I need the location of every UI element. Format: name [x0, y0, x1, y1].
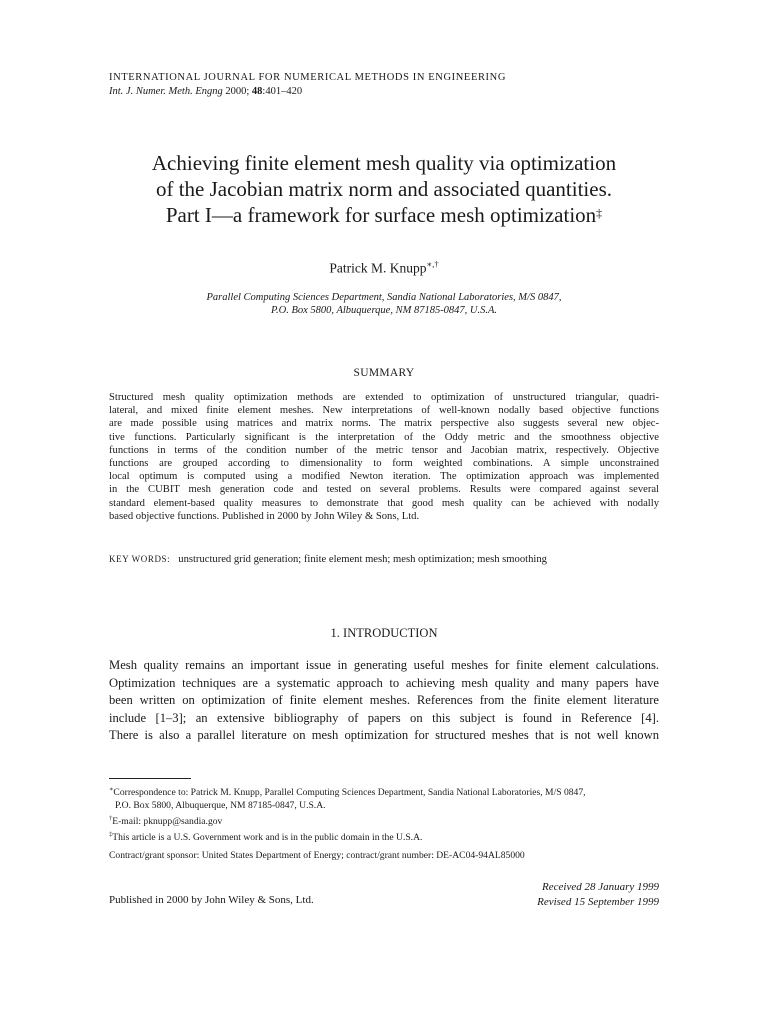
journal-citation — [109, 86, 302, 97]
revised-date: Revised 15 September 1999 — [537, 896, 659, 908]
affiliation-line-1: Parallel Computing Sciences Department, Sandia National Laboratories, M/S 0847, — [206, 292, 562, 303]
received-date: Received 28 January 1999 — [542, 881, 659, 893]
footnote-mark: ∗ — [109, 786, 114, 793]
abstract-line: functions in terms of the condition number of the metric tensor and Jacobian matrix, respectively. Objective — [109, 444, 659, 456]
intro-line: There is also a parallel literature on mesh optimization for structured meshes that is not well known — [109, 728, 659, 743]
contract-note: Contract/grant sponsor: United States Department of Energy; contract/grant number: DE-AC04-94AL85000 — [109, 850, 525, 861]
footnote-government — [109, 828, 664, 844]
keywords-text: unstructured grid generation; finite element mesh; mesh optimization; mesh smoothing — [178, 554, 547, 565]
affiliation — [109, 291, 659, 317]
journal-abbrev: Int. J. Numer. Meth. Engng — [109, 86, 223, 97]
journal-pages: :401–420 — [262, 86, 303, 97]
footnotes — [109, 783, 664, 845]
abstract-line: in the CUBIT mesh generation code and tested on several problems. Results were compared against several — [109, 484, 659, 496]
title-line-3 — [109, 202, 659, 228]
journal-name: INTERNATIONAL JOURNAL FOR NUMERICAL METHODS IN ENGINEERING — [109, 72, 507, 83]
footnote-correspondence — [109, 783, 664, 799]
abstract-line: lateral, and mixed finite element meshes. New interpretations of well-known nodally based objective functions — [109, 405, 659, 417]
journal-volume: 48 — [251, 86, 263, 97]
keywords-label: KEY WORDS: — [109, 554, 171, 564]
title-line-2: of the Jacobian matrix norm and associated quantities. — [155, 177, 613, 201]
footnote-rule — [109, 778, 191, 779]
intro-line: been written on optimization of finite element meshes. References from the finite element literature — [109, 693, 659, 708]
footnote-mark: † — [109, 815, 113, 823]
title-line-3-text: Part I—a framework for surface mesh optimization — [165, 203, 597, 227]
title-line-1: Achieving finite element mesh quality via optimization — [151, 151, 617, 175]
abstract-line: based objective functions. Published in 2000 by John Wiley & Sons, Ltd. — [109, 510, 420, 522]
abstract-line: Structured mesh quality optimization methods are extended to optimization of unstructured triangular, quadri- — [109, 392, 659, 403]
intro-line: Mesh quality remains an important issue in generating useful meshes for finite element calculations. — [109, 658, 659, 672]
author-name: Patrick M. Knupp — [329, 260, 427, 276]
abstract-line: are made possible using matrices and matrix norms. The matrix perspective also suggests several new objec- — [109, 418, 659, 430]
keywords — [109, 554, 659, 565]
footnote-text: E-mail: pknupp@sandia.gov — [112, 816, 223, 828]
abstract-line: functions are grouped according to dimensionality to form weighted combinations. A simple unconstrained — [109, 458, 659, 470]
title-footnote-mark: ‡ — [596, 206, 603, 220]
footnote-mark: ‡ — [109, 831, 113, 839]
introduction-body — [109, 657, 659, 745]
abstract — [109, 391, 659, 523]
intro-line: include [1–3]; an extensive bibliography of papers on this subject is found in Reference [4]. — [109, 710, 659, 725]
summary-heading: SUMMARY — [353, 367, 415, 379]
received-dates — [537, 880, 659, 910]
published-note: Published in 2000 by John Wiley & Sons, Ltd. — [109, 894, 314, 906]
affiliation-line-2: P.O. Box 5800, Albuquerque, NM 87185-0847, U.S.A. — [270, 305, 498, 316]
abstract-line: tive functions. Particularly significant is the interpretation of the Oddy metric and the smoothness objective — [109, 431, 659, 443]
footnote-email — [109, 812, 664, 828]
intro-line: Optimization techniques are a systematic approach to achieving mesh quality and many papers have — [109, 675, 659, 690]
author — [109, 259, 659, 277]
footnote-text: This article is a U.S. Government work and is in the public domain in the U.S.A. — [112, 832, 423, 844]
abstract-line: local optimum is computed using a modified Newton iteration. The optimization approach was implemented — [109, 471, 659, 483]
abstract-line: standard element-based quality measures to demonstrate that good mesh quality can be achieved with nodally — [109, 497, 659, 509]
author-footnote-marks: ∗,† — [426, 259, 439, 269]
footnote-correspondence-cont: P.O. Box 5800, Albuquerque, NM 87185-0847, U.S.A. — [115, 800, 326, 812]
journal-year: 2000; — [222, 86, 252, 97]
footnote-text: Correspondence to: Patrick M. Knupp, Parallel Computing Sciences Department, Sandia National Laboratories, M/S 0847, — [113, 787, 586, 799]
paper-title — [109, 150, 659, 228]
section-heading-introduction: 1. INTRODUCTION — [330, 626, 438, 640]
